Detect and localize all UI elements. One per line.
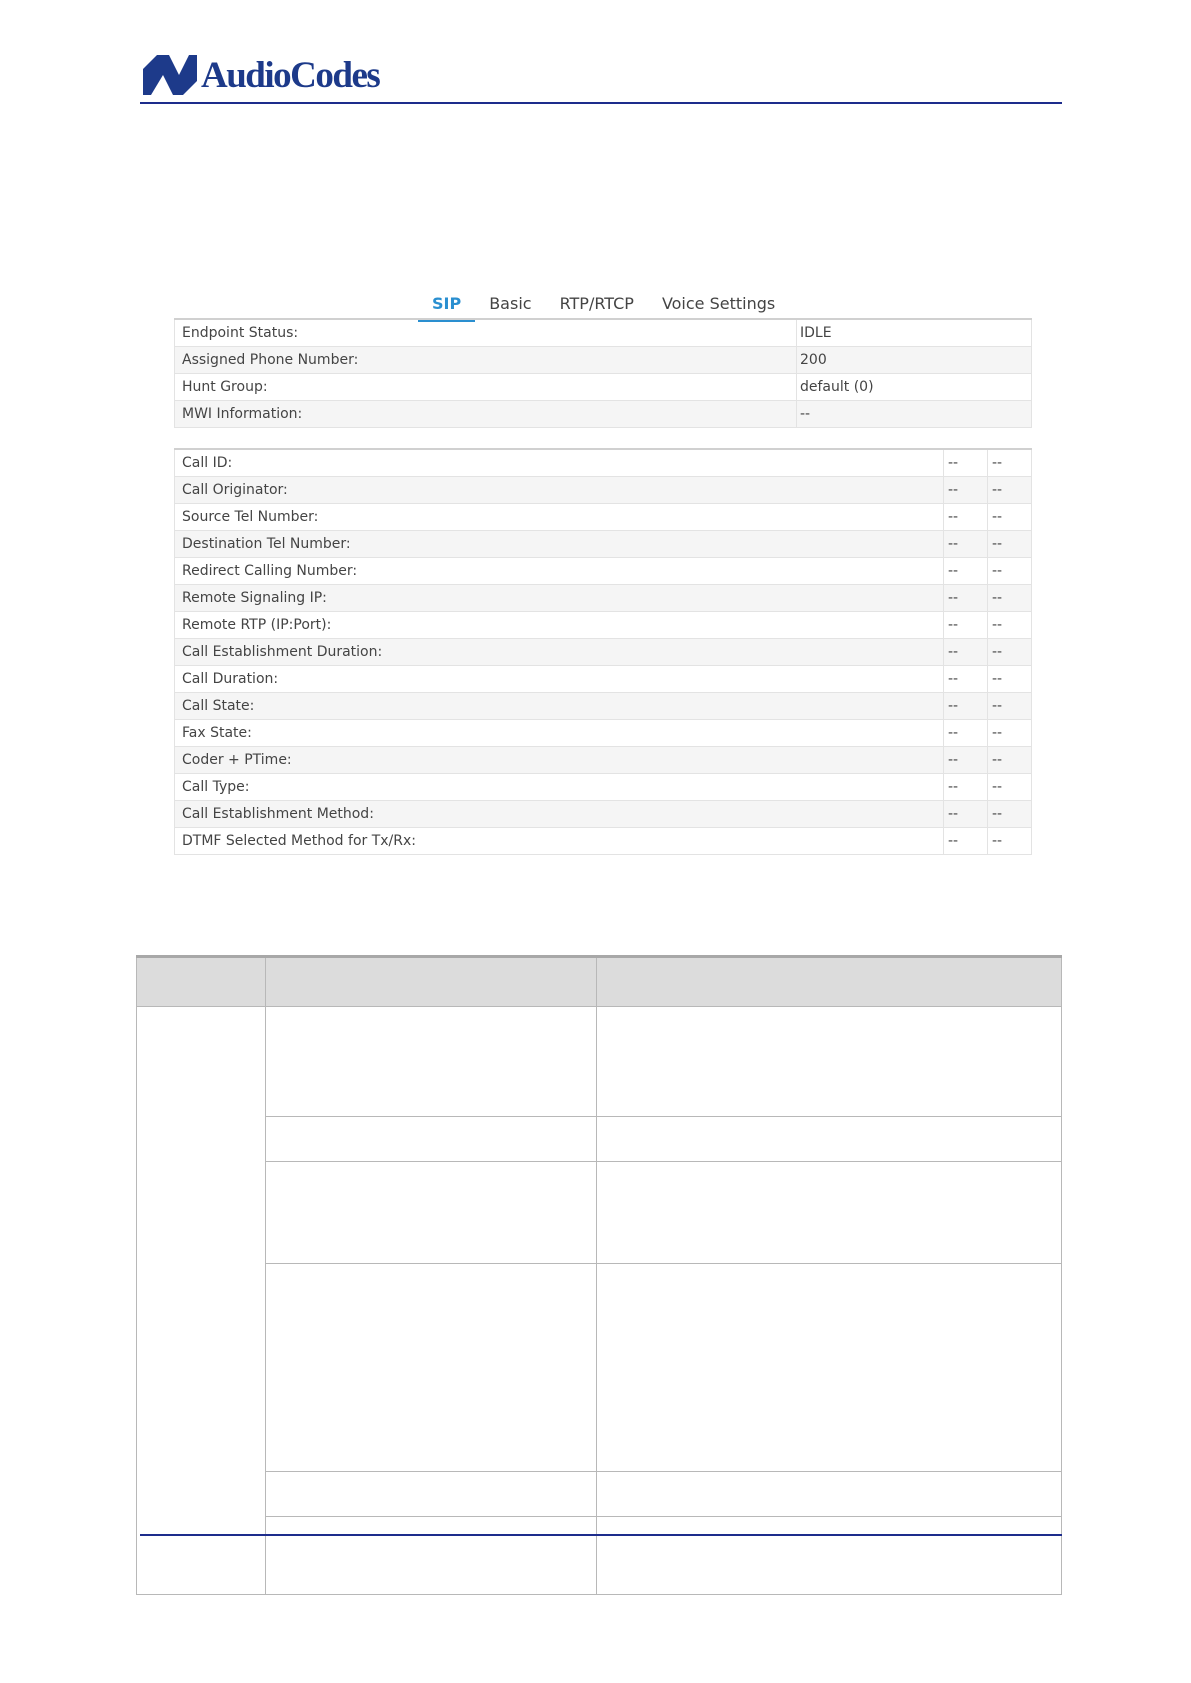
row-value-1: -- (944, 747, 988, 774)
table-row (175, 585, 1032, 612)
description-cell (597, 1162, 1062, 1264)
row-label: Call State: (175, 693, 944, 720)
row-label: MWI Information: (175, 401, 797, 428)
row-value-2: -- (988, 585, 1032, 612)
row-value-2: -- (988, 747, 1032, 774)
row-value-1: -- (944, 774, 988, 801)
row-value-2: -- (988, 801, 1032, 828)
row-label: Hunt Group: (175, 374, 797, 401)
table-row (175, 558, 1032, 585)
header-cell (597, 957, 1062, 1007)
table-row (175, 666, 1032, 693)
row-value: IDLE (797, 319, 1032, 347)
parameter-table (136, 955, 1062, 1595)
description-cell (597, 1007, 1062, 1117)
table-row (175, 347, 1032, 374)
brand-name: AudioCodes (201, 54, 380, 96)
table-row (175, 449, 1032, 477)
row-label: Remote Signaling IP: (175, 585, 944, 612)
call-info-table (174, 448, 1032, 855)
row-value-2: -- (988, 828, 1032, 855)
row-value-1: -- (944, 666, 988, 693)
row-label: Call Duration: (175, 666, 944, 693)
parameter-cell (266, 1117, 597, 1162)
row-value-2: -- (988, 774, 1032, 801)
row-label: Coder + PTime: (175, 747, 944, 774)
row-value-1: -- (944, 504, 988, 531)
row-value-2: -- (988, 531, 1032, 558)
tab-basic[interactable]: Basic (489, 294, 532, 313)
description-cell (597, 1117, 1062, 1162)
row-label: Fax State: (175, 720, 944, 747)
description-cell (597, 1472, 1062, 1517)
table-row (175, 374, 1032, 401)
row-value-2: -- (988, 449, 1032, 477)
tab-voice-settings[interactable]: Voice Settings (661, 294, 776, 313)
parameter-cell (266, 1162, 597, 1264)
endpoint-info-table (174, 318, 1032, 428)
tab-sip[interactable]: SIP (418, 290, 475, 322)
tab-rtp-rtcp[interactable]: RTP/RTCP (559, 294, 634, 313)
header-rule (140, 102, 1062, 104)
row-value: default (0) (797, 374, 1032, 401)
row-value: 200 (797, 347, 1032, 374)
row-label: Call ID: (175, 449, 944, 477)
table-row (175, 720, 1032, 747)
table-row (175, 477, 1032, 504)
row-value-1: -- (944, 693, 988, 720)
table-row (175, 801, 1032, 828)
row-label: Redirect Calling Number: (175, 558, 944, 585)
table-row (175, 774, 1032, 801)
table-header-row (137, 957, 1062, 1007)
header-cell (137, 957, 266, 1007)
description-cell (597, 1517, 1062, 1595)
table-row (175, 504, 1032, 531)
row-value-2: -- (988, 504, 1032, 531)
row-value-1: -- (944, 801, 988, 828)
row-label: Assigned Phone Number: (175, 347, 797, 374)
row-label: Destination Tel Number: (175, 531, 944, 558)
row-label: DTMF Selected Method for Tx/Rx: (175, 828, 944, 855)
table-row (137, 1007, 1062, 1117)
table-row (175, 639, 1032, 666)
row-value-2: -- (988, 693, 1032, 720)
row-label: Call Originator: (175, 477, 944, 504)
row-value-2: -- (988, 639, 1032, 666)
row-label: Call Type: (175, 774, 944, 801)
footer-rule (140, 1534, 1062, 1536)
row-value-2: -- (988, 720, 1032, 747)
parameter-cell (266, 1517, 597, 1595)
description-cell (597, 1264, 1062, 1472)
row-value-1: -- (944, 558, 988, 585)
row-value-1: -- (944, 612, 988, 639)
table-row (175, 828, 1032, 855)
table-row (137, 1117, 1062, 1162)
header-cell (266, 957, 597, 1007)
table-row (175, 401, 1032, 428)
table-row (137, 1472, 1062, 1517)
row-value-2: -- (988, 477, 1032, 504)
table-row (137, 1264, 1062, 1472)
row-value-2: -- (988, 612, 1032, 639)
group-cell (137, 1007, 266, 1595)
row-label: Call Establishment Duration: (175, 639, 944, 666)
row-value-1: -- (944, 720, 988, 747)
audiocodes-logo-icon (143, 55, 197, 95)
table-row (175, 319, 1032, 347)
parameter-cell (266, 1264, 597, 1472)
brand-logo (143, 55, 379, 95)
parameter-cell (266, 1472, 597, 1517)
row-label: Endpoint Status: (175, 319, 797, 347)
table-row (137, 1162, 1062, 1264)
row-value-1: -- (944, 449, 988, 477)
table-row (175, 612, 1032, 639)
table-row (175, 531, 1032, 558)
row-label: Call Establishment Method: (175, 801, 944, 828)
row-value-1: -- (944, 531, 988, 558)
row-value-1: -- (944, 639, 988, 666)
row-value-2: -- (988, 558, 1032, 585)
row-value: -- (797, 401, 1032, 428)
table-row (175, 693, 1032, 720)
row-value-1: -- (944, 585, 988, 612)
row-value-1: -- (944, 477, 988, 504)
row-value-2: -- (988, 666, 1032, 693)
table-row (175, 747, 1032, 774)
row-value-1: -- (944, 828, 988, 855)
parameter-cell (266, 1007, 597, 1117)
row-label: Remote RTP (IP:Port): (175, 612, 944, 639)
row-label: Source Tel Number: (175, 504, 944, 531)
table-row (137, 1517, 1062, 1595)
